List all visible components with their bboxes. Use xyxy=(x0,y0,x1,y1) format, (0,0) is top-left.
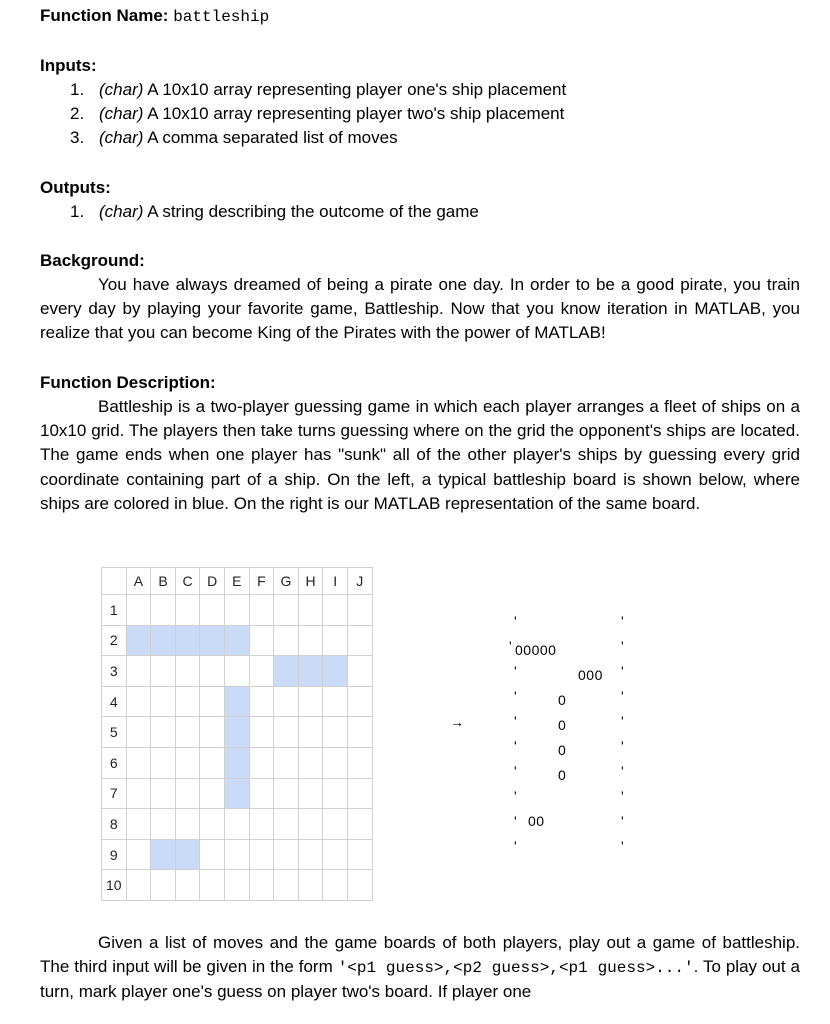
quote-mark: ' xyxy=(509,638,512,654)
quote-mark: ' xyxy=(621,838,624,854)
quote-mark: ' xyxy=(621,788,624,804)
battleship-board xyxy=(101,567,373,901)
matrix-row: 0 xyxy=(558,692,567,708)
function-name-label: Function Name: xyxy=(40,6,169,25)
col-header: H xyxy=(298,568,323,595)
row-header: 2 xyxy=(102,625,127,656)
background-title: Background: xyxy=(40,251,145,270)
quote-mark: ' xyxy=(621,713,624,729)
quote-mark: ' xyxy=(621,663,624,679)
quote-mark: ' xyxy=(514,813,517,829)
row-header: 4 xyxy=(102,686,127,717)
ship-cell xyxy=(151,839,176,870)
ship-cell xyxy=(175,839,200,870)
quote-mark: ' xyxy=(514,613,517,629)
ship-cell xyxy=(151,625,176,656)
background-text: You have always dreamed of being a pirate one day. In order to be a good pirate, you train every day by playing your favorite game, Battleship. Now that you know iteration in MATLAB, you realize that you can become King of the Pirates with the power of MATLAB! xyxy=(40,275,800,343)
function-header xyxy=(40,6,269,26)
col-header: D xyxy=(200,568,225,595)
matrix-row: 0 xyxy=(558,717,567,733)
ship-cell xyxy=(323,656,348,687)
col-header: F xyxy=(249,568,274,595)
matrix-row: 0 xyxy=(558,742,567,758)
ship-cell xyxy=(224,625,249,656)
row-header: 7 xyxy=(102,778,127,809)
ship-cell xyxy=(298,656,323,687)
quote-mark: ' xyxy=(621,638,624,654)
quote-mark: ' xyxy=(514,663,517,679)
row-header: 9 xyxy=(102,839,127,870)
function-name: battleship xyxy=(173,8,270,26)
row-header: 10 xyxy=(102,870,127,901)
ship-cell xyxy=(175,625,200,656)
inputs-title: Inputs: xyxy=(40,56,97,75)
inputs-list xyxy=(70,78,566,150)
row-header: 3 xyxy=(102,656,127,687)
quote-mark: ' xyxy=(514,838,517,854)
quote-mark: ' xyxy=(514,788,517,804)
col-header: I xyxy=(323,568,348,595)
outputs-title: Outputs: xyxy=(40,178,111,197)
ship-cell xyxy=(224,717,249,748)
moves-format-code: '<p1 guess>,<p2 guess>,<p1 guess>...' xyxy=(337,959,694,978)
quote-mark: ' xyxy=(514,763,517,779)
ship-cell xyxy=(224,778,249,809)
col-header: A xyxy=(126,568,151,595)
matrix-row: 0 xyxy=(558,767,567,783)
quote-mark: ' xyxy=(621,688,624,704)
col-header: G xyxy=(274,568,299,595)
ship-cell xyxy=(224,747,249,778)
matrix-row: 00000 xyxy=(515,642,557,658)
matrix-row: 000 xyxy=(578,667,603,683)
row-header: 6 xyxy=(102,747,127,778)
matrix-row: 00 xyxy=(528,813,545,829)
quote-mark: ' xyxy=(514,738,517,754)
col-header: C xyxy=(175,568,200,595)
description-title: Function Description: xyxy=(40,373,216,392)
col-header: B xyxy=(151,568,176,595)
arrow-icon: → xyxy=(450,714,464,730)
description-text: Battleship is a two-player guessing game in which each player arranges a fleet of ships on a 10x10 grid. The players then take turns guessing where on the grid the opponent's ships are located. The game ends when one player has "sunk" all of the other player's ships by guessing every grid coordinate containing part of a ship. On the left, a typical battleship board is shown below, where ships are colored in blue. On the right is our MATLAB representation of the same board. xyxy=(40,397,800,513)
quote-mark: ' xyxy=(621,763,624,779)
col-header: J xyxy=(347,568,372,595)
row-header: 5 xyxy=(102,717,127,748)
ship-cell xyxy=(200,625,225,656)
input-item-3: 3. (char) A comma separated list of moves xyxy=(70,128,398,147)
outputs-list xyxy=(70,200,479,224)
col-header: E xyxy=(224,568,249,595)
ship-cell xyxy=(224,686,249,717)
input-item-1: 1. (char) A 10x10 array representing player one's ship placement xyxy=(70,80,567,99)
quote-mark: ' xyxy=(621,813,624,829)
quote-mark: ' xyxy=(621,613,624,629)
input-item-2: 2. (char) A 10x10 array representing player two's ship placement xyxy=(70,104,565,123)
ship-cell xyxy=(274,656,299,687)
quote-mark: ' xyxy=(621,738,624,754)
quote-mark: ' xyxy=(514,688,517,704)
quote-mark: ' xyxy=(514,713,517,729)
output-item-1: 1. (char) A string describing the outcome of the game xyxy=(70,202,479,221)
corner-cell xyxy=(102,568,127,595)
row-header: 8 xyxy=(102,809,127,840)
rules-text: Given a list of moves and the game boards of both players, play out a game of battleship. The third input will be given in the form '<p1 guess>,<p2 guess>,<p1 guess>...'. To play out a turn, mark player one's guess on player two's board. If player one xyxy=(40,933,800,1002)
ship-cell xyxy=(126,625,151,656)
matlab-matrix xyxy=(505,605,635,855)
row-header: 1 xyxy=(102,595,127,626)
